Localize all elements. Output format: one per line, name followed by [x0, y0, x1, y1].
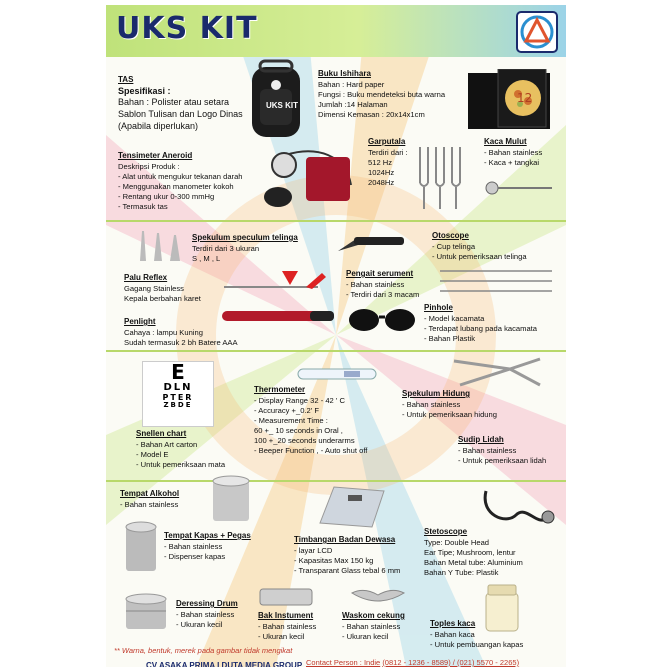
stetoscope-text [424, 527, 523, 578]
sudip-heading: Sudip Lidah [458, 435, 504, 444]
ishihara-plate-number: 12 [517, 91, 533, 105]
snellen-line: - Bahan Art carton [136, 439, 198, 449]
spekulum-hidung-heading: Spekulum Hidung [402, 389, 470, 398]
buku-ishihara-text [318, 69, 445, 120]
palu-reflex-text [124, 273, 201, 304]
page-title: UKS KIT [116, 11, 258, 46]
stetoscope-line: Type: Double Head [424, 537, 490, 547]
spekulum-telinga-line: S , M , L [192, 253, 221, 263]
pinhole-line: - Model kacamata [424, 313, 485, 323]
section-divider [106, 220, 566, 222]
thermometer-line: - Measurement Time : [254, 415, 328, 425]
tas-line: Spesifikasi : [118, 85, 171, 96]
garputala-line: Terdiri dari : [368, 147, 408, 157]
pengait-serument-text [346, 269, 419, 300]
tensimeter-line: - Alat untuk mengukur tekanan darah [118, 171, 243, 181]
garputala-line: 512 Hz [368, 157, 393, 167]
otoscope-line: - Cup telinga [432, 241, 476, 251]
tempat-kapas-heading: Tempat Kapas + Pegas [164, 531, 251, 540]
toples-line: - Bahan kaca [430, 629, 475, 639]
buku-line: Bahan : Hard paper [318, 79, 385, 89]
deressing-heading: Deressing Drum [176, 599, 238, 608]
chart-row: E [171, 360, 185, 384]
otoscope-line: - Untuk pemeriksaan telinga [432, 251, 527, 261]
pengait-heading: Pengait serument [346, 269, 414, 278]
tempat-alkohol-line: - Bahan stainless [120, 499, 179, 509]
sudip-lidah-text [458, 435, 546, 466]
tensimeter-image [256, 145, 356, 213]
chart-row: DLN [163, 382, 193, 393]
cotton-dispenser-image [122, 519, 160, 575]
thermometer-line: - Beeper Function , - Auto shut off [254, 445, 368, 455]
pengait-line: - Bahan stainless [346, 279, 405, 289]
chart-row: PTER [162, 392, 194, 402]
contact-numbers: (0812 - 1236 - 8589) / (021) 5570 - 2265) [382, 658, 520, 667]
palu-line: Gagang Stainless [124, 283, 184, 293]
sudip-line: - Bahan stainless [458, 445, 517, 455]
stetoscope-line: Bahan Metal tube: Aluminium [424, 557, 523, 567]
penlight-line: Cahaya : lampu Kuning [124, 327, 203, 337]
tempat-alkohol-heading: Tempat Alkohol [120, 489, 180, 498]
stetoscope-line: Bahan Y Tube: Plastik [424, 567, 499, 577]
tensimeter-line: - Menggunakan manometer kokoh [118, 181, 234, 191]
deressing-line: - Ukuran kecil [176, 619, 223, 629]
timbangan-line: - Kapasitas Max 150 kg [294, 555, 374, 565]
toples-line: - Untuk pembuangan kapas [430, 639, 524, 649]
spekulum-hidung-text [402, 389, 497, 420]
thermometer-text [254, 385, 367, 456]
scale-image [314, 483, 386, 529]
kaca-mulut-line: - Kaca + tangkai [484, 157, 540, 167]
sudip-line: - Untuk pemeriksaan lidah [458, 455, 547, 465]
snellen-line: - Untuk pemeriksaan mata [136, 459, 226, 469]
tempat-kapas-text [164, 531, 251, 562]
ear-speculum-image [136, 227, 182, 263]
timbangan-heading: Timbangan Badan Dewasa [294, 535, 396, 544]
timbangan-line: - layar LCD [294, 545, 333, 555]
backpack-image [246, 59, 306, 139]
toples-heading: Toples kaca [430, 619, 476, 628]
footer-company: CV ASAKA PRIMA I DUTA MEDIA GROUP [146, 661, 303, 667]
waskom-heading: Waskom cekung [342, 611, 405, 620]
pinhole-glasses-image [346, 305, 418, 335]
thermometer-line: 60 +_ 10 seconds in Oral , [254, 425, 343, 435]
footer-note: ** Warna, bentuk, merek pada gambar tidak mengikat [114, 646, 293, 655]
pengait-line: - Terdiri dari 3 macam [346, 289, 420, 299]
waskom-line: - Ukuran kecil [342, 631, 389, 641]
snellen-heading: Snellen chart [136, 429, 187, 438]
buku-heading: Buku Ishihara [318, 69, 371, 78]
reflex-hammer-image [222, 267, 332, 293]
company-logo-icon [516, 11, 558, 53]
penlight-image [220, 309, 336, 323]
garputala-text [368, 137, 408, 188]
waskom-line: - Bahan stainless [342, 621, 401, 631]
garputala-heading: Garputala [368, 137, 406, 146]
bak-line: - Bahan stainless [258, 621, 317, 631]
garputala-line: 2048Hz [368, 177, 395, 187]
buku-line: Dimensi Kemasan : 20x14x1cm [318, 109, 425, 119]
alcohol-container-image [210, 475, 252, 523]
dressing-drum-image [122, 593, 170, 633]
footer-contact [306, 658, 519, 667]
tas-heading: TAS [118, 75, 134, 84]
snellen-text [136, 429, 225, 470]
thermometer-line: - Accuracy +_0.2' F [254, 405, 319, 415]
tensimeter-line: - Termasuk tas [118, 201, 168, 211]
kaca-mulut-text [484, 137, 542, 168]
spekulum-telinga-heading: Spekulum speculum telinga [192, 233, 298, 242]
timbangan-text [294, 535, 400, 576]
buku-line: Fungsi : Buku mendeteksi buta warna [318, 89, 446, 99]
stethoscope-image [476, 485, 556, 533]
spekulum-hidung-line: - Bahan stainless [402, 399, 461, 409]
instrument-tray-image [258, 585, 314, 607]
tempat-kapas-line: - Dispenser kapas [164, 551, 226, 561]
bak-instument-text [258, 611, 316, 642]
penlight-heading: Penlight [124, 317, 156, 326]
tuning-fork-image [414, 143, 464, 211]
pinhole-line: - Bahan Plastik [424, 333, 476, 343]
tensimeter-heading: Tensimeter Aneroid [118, 151, 193, 160]
ishihara-book-image [468, 69, 550, 131]
tempat-alkohol-text [120, 489, 179, 510]
buku-line: Jumlah :14 Halaman [318, 99, 388, 109]
kaca-mulut-line: - Bahan stainless [484, 147, 543, 157]
pinhole-heading: Pinhole [424, 303, 453, 312]
section-divider [106, 480, 566, 482]
otoscope-text [432, 231, 527, 262]
tas-text [118, 75, 243, 133]
spekulum-telinga-text [192, 233, 298, 264]
snellen-line: - Model E [136, 449, 169, 459]
brochure-page [106, 5, 566, 667]
kaca-mulut-heading: Kaca Mulut [484, 137, 527, 146]
palu-heading: Palu Reflex [124, 273, 168, 282]
kidney-basin-image [348, 585, 408, 609]
toples-kaca-text [430, 619, 523, 650]
tas-line: Sablon Tulisan dan Logo Dinas [118, 109, 243, 120]
tas-line: (Apabila diperlukan) [118, 121, 199, 132]
chart-row: ZBDE [163, 400, 193, 409]
pinhole-line: - Terdapat lubang pada kacamata [424, 323, 538, 333]
tas-line: Bahan : Polister atau setara [118, 97, 230, 108]
tensimeter-text [118, 151, 243, 212]
thermometer-heading: Thermometer [254, 385, 306, 394]
pinhole-text [424, 303, 537, 344]
nasal-speculum-image [450, 355, 546, 391]
tempat-kapas-line: - Bahan stainless [164, 541, 223, 551]
backpack-label: UKS KIT [266, 101, 298, 110]
bak-heading: Bak Instument [258, 611, 314, 620]
waskom-cekung-text [342, 611, 405, 642]
mouth-mirror-image [484, 181, 554, 195]
tensimeter-line: Deskripsi Produk : [118, 161, 180, 171]
tensimeter-line: - Rentang ukur 0-300 mmHg [118, 191, 215, 201]
timbangan-line: - Transparant Glass tebal 6 mm [294, 565, 401, 575]
penlight-line: Sudah termasuk 2 bh Batere AAA [124, 337, 238, 347]
snellen-chart-image [142, 361, 214, 427]
palu-line: Kepala berbahan karet [124, 293, 201, 303]
bak-line: - Ukuran kecil [258, 631, 305, 641]
otoscope-image [336, 229, 406, 259]
garputala-line: 1024Hz [368, 167, 395, 177]
contact-label: Contact Person : Indie [306, 658, 381, 667]
thermometer-image [296, 367, 378, 381]
thermometer-line: - Display Range 32 - 42 ' C [254, 395, 345, 405]
spekulum-hidung-line: - Untuk pemeriksaan hidung [402, 409, 497, 419]
section-divider [106, 350, 566, 352]
spekulum-telinga-line: Terdiri dari 3 ukuran [192, 243, 260, 253]
otoscope-heading: Otoscope [432, 231, 469, 240]
stetoscope-heading: Stetoscope [424, 527, 468, 536]
thermometer-line: 100 +_20 seconds underarms [254, 435, 355, 445]
deressing-drum-text [176, 599, 238, 630]
stetoscope-line: Ear Tipe; Mushroom, lentur [424, 547, 516, 557]
ear-hook-image [436, 267, 556, 295]
deressing-line: - Bahan stainless [176, 609, 235, 619]
